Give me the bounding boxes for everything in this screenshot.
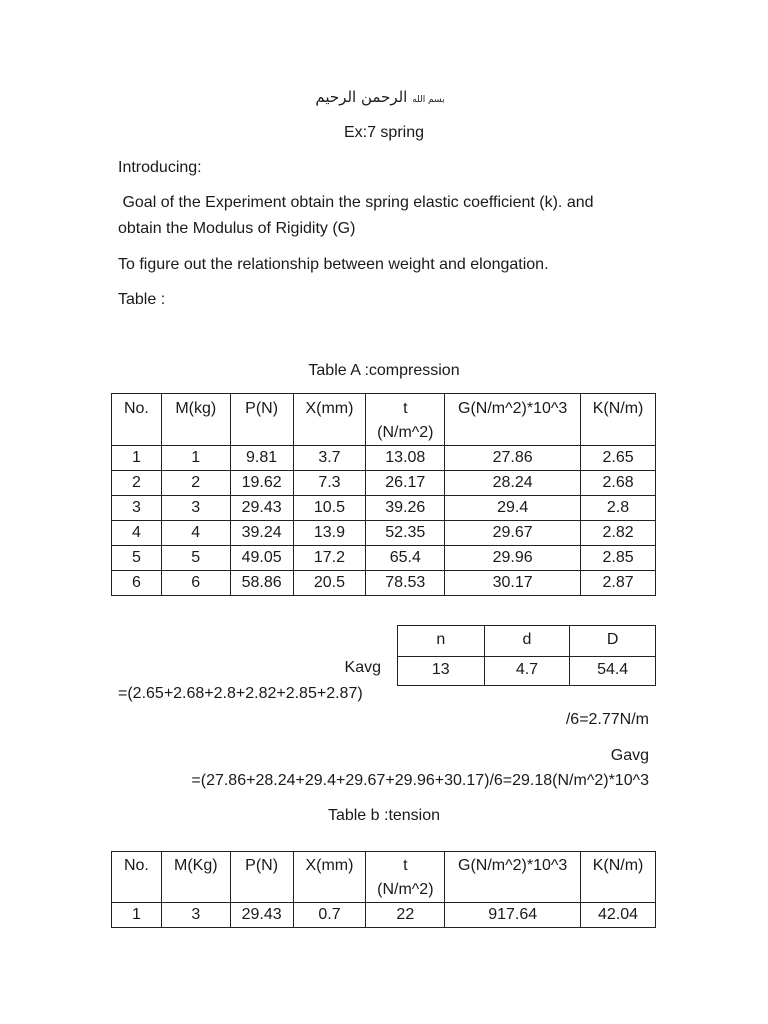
header-cell: G(N/m^2)*10^3 xyxy=(445,852,581,903)
table-row xyxy=(112,571,656,596)
table-cell: 10.5 xyxy=(293,496,366,521)
table-cell: 29.96 xyxy=(445,546,581,571)
table-cell: 19.62 xyxy=(230,471,293,496)
header-cell: K(N/m) xyxy=(581,394,656,446)
table-cell: 2.65 xyxy=(581,446,656,471)
params-value-d: 4.7 xyxy=(484,657,570,686)
table-cell: 22 xyxy=(366,903,445,928)
table-cell: 49.05 xyxy=(230,546,293,571)
table-cell: 4 xyxy=(161,521,230,546)
table-row xyxy=(112,903,656,928)
table-cell: 39.26 xyxy=(366,496,445,521)
table-row xyxy=(112,546,656,571)
table-cell: 3 xyxy=(112,496,162,521)
table-row xyxy=(112,446,656,471)
relationship-text: To figure out the relationship between weight and elongation. xyxy=(118,256,549,273)
table-cell: 29.43 xyxy=(230,496,293,521)
table-cell: 917.64 xyxy=(445,903,581,928)
table-cell: 2.82 xyxy=(581,521,656,546)
table-cell: 29.4 xyxy=(445,496,581,521)
header-cell: No. xyxy=(112,394,162,446)
table-cell: 4 xyxy=(112,521,162,546)
header-cell: P(N) xyxy=(230,852,293,903)
header-cell-t xyxy=(366,394,445,446)
table-b-caption: Table b :tension xyxy=(327,807,441,824)
params-value-row xyxy=(398,657,656,686)
goal-line-1: Goal of the Experiment obtain the spring elastic coefficient (k). and xyxy=(118,194,594,211)
table-cell: 20.5 xyxy=(293,571,366,596)
table-cell: 2 xyxy=(161,471,230,496)
document-title: Ex:7 spring xyxy=(343,124,425,141)
table-cell: 6 xyxy=(161,571,230,596)
table-cell: 29.67 xyxy=(445,521,581,546)
table-cell: 7.3 xyxy=(293,471,366,496)
intro-heading: Introducing: xyxy=(118,159,202,176)
table-cell: 13.08 xyxy=(366,446,445,471)
table-a-caption: Table A :compression xyxy=(308,362,460,379)
table-cell: 3 xyxy=(161,496,230,521)
table-cell: 3.7 xyxy=(293,446,366,471)
table-cell: 13.9 xyxy=(293,521,366,546)
table-cell: 28.24 xyxy=(445,471,581,496)
table-cell: 17.2 xyxy=(293,546,366,571)
kavg-label: Kavg xyxy=(344,659,381,676)
header-cell-t xyxy=(366,852,445,903)
table-cell: 3 xyxy=(161,903,230,928)
bismillah-main: الرحمن الرحيم xyxy=(315,88,408,106)
bismillah-line xyxy=(300,88,460,106)
table-cell: 27.86 xyxy=(445,446,581,471)
table-header-row xyxy=(112,394,656,446)
table-cell: 0.7 xyxy=(293,903,366,928)
params-header-D: D xyxy=(570,626,656,657)
table-cell: 2 xyxy=(112,471,162,496)
table-row xyxy=(112,496,656,521)
table-cell: 5 xyxy=(112,546,162,571)
table-cell: 1 xyxy=(112,903,162,928)
header-cell: G(N/m^2)*10^3 xyxy=(445,394,581,446)
header-cell: K(N/m) xyxy=(581,852,656,903)
table-cell: 5 xyxy=(161,546,230,571)
params-value-D: 54.4 xyxy=(570,657,656,686)
header-t-unit: (N/m^2) xyxy=(377,881,434,898)
goal-line-2: obtain the Modulus of Rigidity (G) xyxy=(118,220,356,237)
table-b xyxy=(111,851,656,928)
header-cell: M(Kg) xyxy=(161,852,230,903)
table-cell: 1 xyxy=(112,446,162,471)
params-header-n: n xyxy=(398,626,485,657)
header-cell: X(mm) xyxy=(293,394,366,446)
table-cell: 9.81 xyxy=(230,446,293,471)
params-table xyxy=(397,625,656,686)
table-label: Table : xyxy=(118,291,166,308)
table-cell: 65.4 xyxy=(366,546,445,571)
header-cell: P(N) xyxy=(230,394,293,446)
table-cell: 6 xyxy=(112,571,162,596)
table-a xyxy=(111,393,656,596)
table-cell: 26.17 xyxy=(366,471,445,496)
table-cell: 42.04 xyxy=(581,903,656,928)
table-row xyxy=(112,471,656,496)
params-header-d: d xyxy=(484,626,570,657)
table-cell: 52.35 xyxy=(366,521,445,546)
table-cell: 78.53 xyxy=(366,571,445,596)
table-cell: 30.17 xyxy=(445,571,581,596)
params-value-n: 13 xyxy=(398,657,485,686)
header-cell: No. xyxy=(112,852,162,903)
header-t: t xyxy=(403,857,408,874)
kavg-result: /6=2.77N/m xyxy=(565,711,649,728)
gavg-formula: =(27.86+28.24+29.4+29.67+29.96+30.17)/6=29.18(N/m^2)*10^3 xyxy=(191,772,649,789)
table-cell: 39.24 xyxy=(230,521,293,546)
table-header-row xyxy=(112,852,656,903)
table-cell: 2.8 xyxy=(581,496,656,521)
table-cell: 58.86 xyxy=(230,571,293,596)
table-cell: 2.85 xyxy=(581,546,656,571)
header-t: t xyxy=(403,400,408,417)
params-header-row xyxy=(398,626,656,657)
header-cell: M(kg) xyxy=(161,394,230,446)
gavg-label: Gavg xyxy=(610,747,649,764)
header-cell: X(mm) xyxy=(293,852,366,903)
header-t-unit: (N/m^2) xyxy=(377,424,434,441)
table-cell: 29.43 xyxy=(230,903,293,928)
table-cell: 2.68 xyxy=(581,471,656,496)
table-cell: 1 xyxy=(161,446,230,471)
table-cell: 2.87 xyxy=(581,571,656,596)
table-row xyxy=(112,521,656,546)
bismillah-small: بسم الله xyxy=(412,95,445,105)
kavg-sum: =(2.65+2.68+2.8+2.82+2.85+2.87) xyxy=(118,685,363,702)
